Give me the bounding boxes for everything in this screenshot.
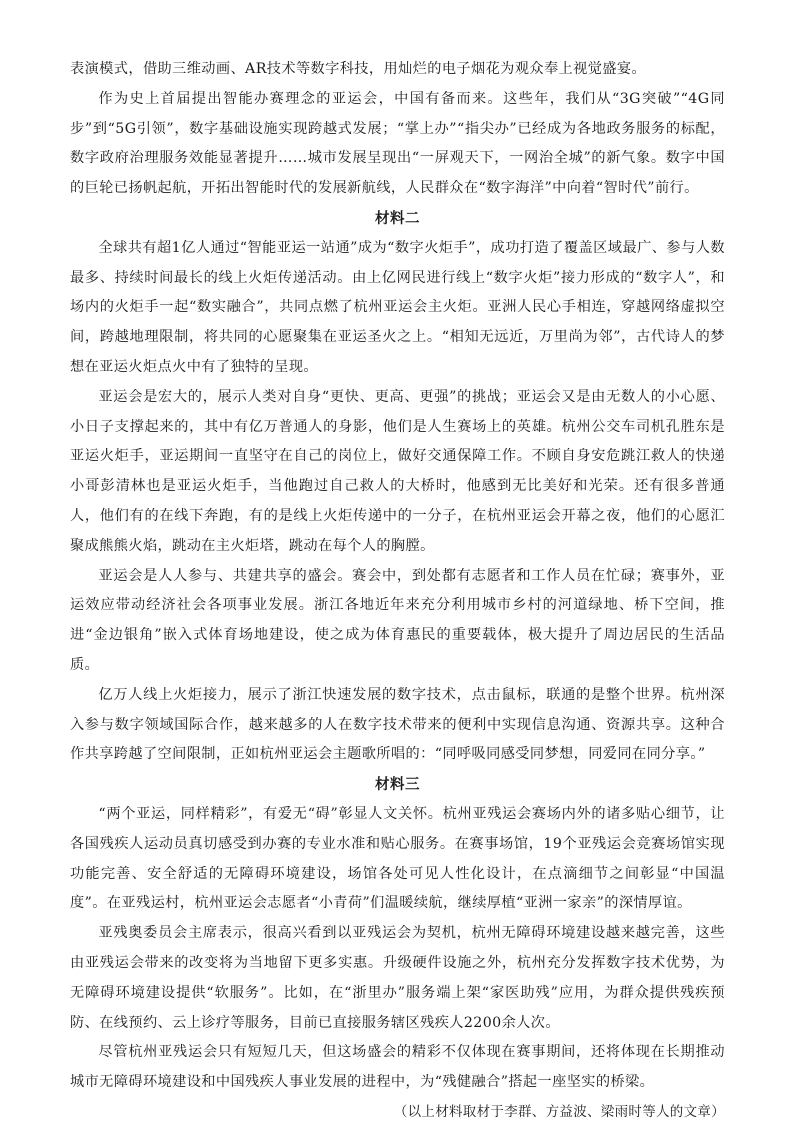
- document-page: [70, 55, 725, 1128]
- paragraph-7: “两个亚运，同样精彩”，有爱无“碍”彰显人文关怀。杭州亚残运会赛场内外的诸多贴心细节，让各国残疾人运动员真切感受到办赛的专业水准和贴心服务。在赛事场馆，19个亚残运会竞赛场馆实现功能完善、安全舒适的无障碍环境建设，场馆各处可见人性化设计，在点滴细节之间彰显“中国温度”。在亚残运村，杭州亚运会志愿者“小青荷”们温暖续航，继续厚植“亚洲一家亲”的深情厚谊。: [70, 805, 725, 912]
- source-attribution: （以上材料取材于李群、方益波、梁雨时等人的文章）: [393, 1103, 725, 1120]
- paragraph-3: 全球共有超1亿人通过“智能亚运一站通”成为“数字火炬手”，成功打造了覆盖区域最广、参与人数最多、持续时间最长的线上火炬传递活动。由上亿网民进行线上“数字火炬”接力形成的“数字人”，和场内的火炬手一起“数实融合”，共同点燃了杭州亚运会主火炬。亚洲人民心手相连，穿越网络虚拟空间，跨越地理限制，将共同的心愿聚集在亚运圣火之上。“相知无远近，万里尚为邻”，古代诗人的梦想在亚运火炬点火中有了独特的呈现。: [70, 239, 725, 375]
- section-heading-material-3: 材料三: [375, 776, 420, 794]
- paragraph-2: 作为史上首届提出智能办赛理念的亚运会，中国有备而来。这些年，我们从“3G突破”“4G同步”到“5G引领”，数字基础设施实现跨越式发展；“掌上办”“指尖办”已经成为各地政务服务的标配，数字政府治理服务效能显著提升……城市发展呈现出“一屏观天下，一网治全城”的新气象。数字中国的巨轮已扬帆起航，开拓出智能时代的发展新航线，人民群众在“数字海洋”中向着“智时代”前行。: [70, 90, 725, 197]
- paragraph-5: 亚运会是人人参与、共建共享的盛会。赛会中，到处都有志愿者和工作人员在忙碌；赛事外，亚运效应带动经济社会各项事业发展。浙江各地近年来充分利用城市乡村的河道绿地、桥下空间，推进“金边银角”嵌入式体育场地建设，使之成为体育惠民的重要载体，极大提升了周边居民的生活品质。: [70, 567, 725, 673]
- paragraph-8: 亚残奥委员会主席表示，很高兴看到以亚残运会为契机，杭州无障碍环境建设越来越完善，这些由亚残运会带来的改变将为当地留下更多实惠。升级硬件设施之外，杭州充分发挥数字技术优势，为无障碍环境建设提供“软服务”。比如，在“浙里办”服务端上架“家医助残”应用，为群众提供残疾预防、在线预约、云上诊疗等服务，目前已直接服务辖区残疾人2200余人次。: [70, 925, 725, 1031]
- paragraph-9: 尽管杭州亚残运会只有短短几天，但这场盛会的精彩不仅体现在赛事期间，还将体现在长期推动城市无障碍环境建设和中国残疾人事业发展的进程中，为“残健融合”搭起一座坚实的桥梁。: [70, 1044, 725, 1091]
- paragraph-4: 亚运会是宏大的，展示人类对自身“更快、更高、更强”的挑战；亚运会又是由无数人的小心愿、小日子支撑起来的，其中有亿万普通人的身影，他们是人生赛场上的英雄。杭州公交车司机孔胜东是亚运火炬手，亚运期间一直坚守在自己的岗位上，做好交通保障工作。不顾自身安危跳江救人的快递小哥彭清林也是亚运火炬手，当他跑过自己救人的大桥时，他感到无比美好和光荣。还有很多普通人，他们有的在线下奔跑，有的是线上火炬传递中的一分子，在杭州亚运会开幕之夜，他们的心愿汇聚成熊熊火焰，跳动在主火炬塔，跳动在每个人的胸膛。: [70, 388, 725, 554]
- paragraph-1: 表演模式，借助三维动画、AR技术等数字科技，用灿烂的电子烟花为观众奉上视觉盛宴。: [70, 61, 647, 77]
- section-heading-material-2: 材料二: [375, 209, 420, 227]
- paragraph-6: 亿万人线上火炬接力，展示了浙江快速发展的数字技术，点击鼠标，联通的是整个世界。杭州深入参与数字领域国际合作，越来越多的人在数字技术带来的便利中实现信息沟通、资源共享。这种合作共享跨越了空间限制，正如杭州亚运会主题歌所唱的：“同呼吸同感受同梦想，同爱同在同分享。”: [70, 686, 725, 763]
